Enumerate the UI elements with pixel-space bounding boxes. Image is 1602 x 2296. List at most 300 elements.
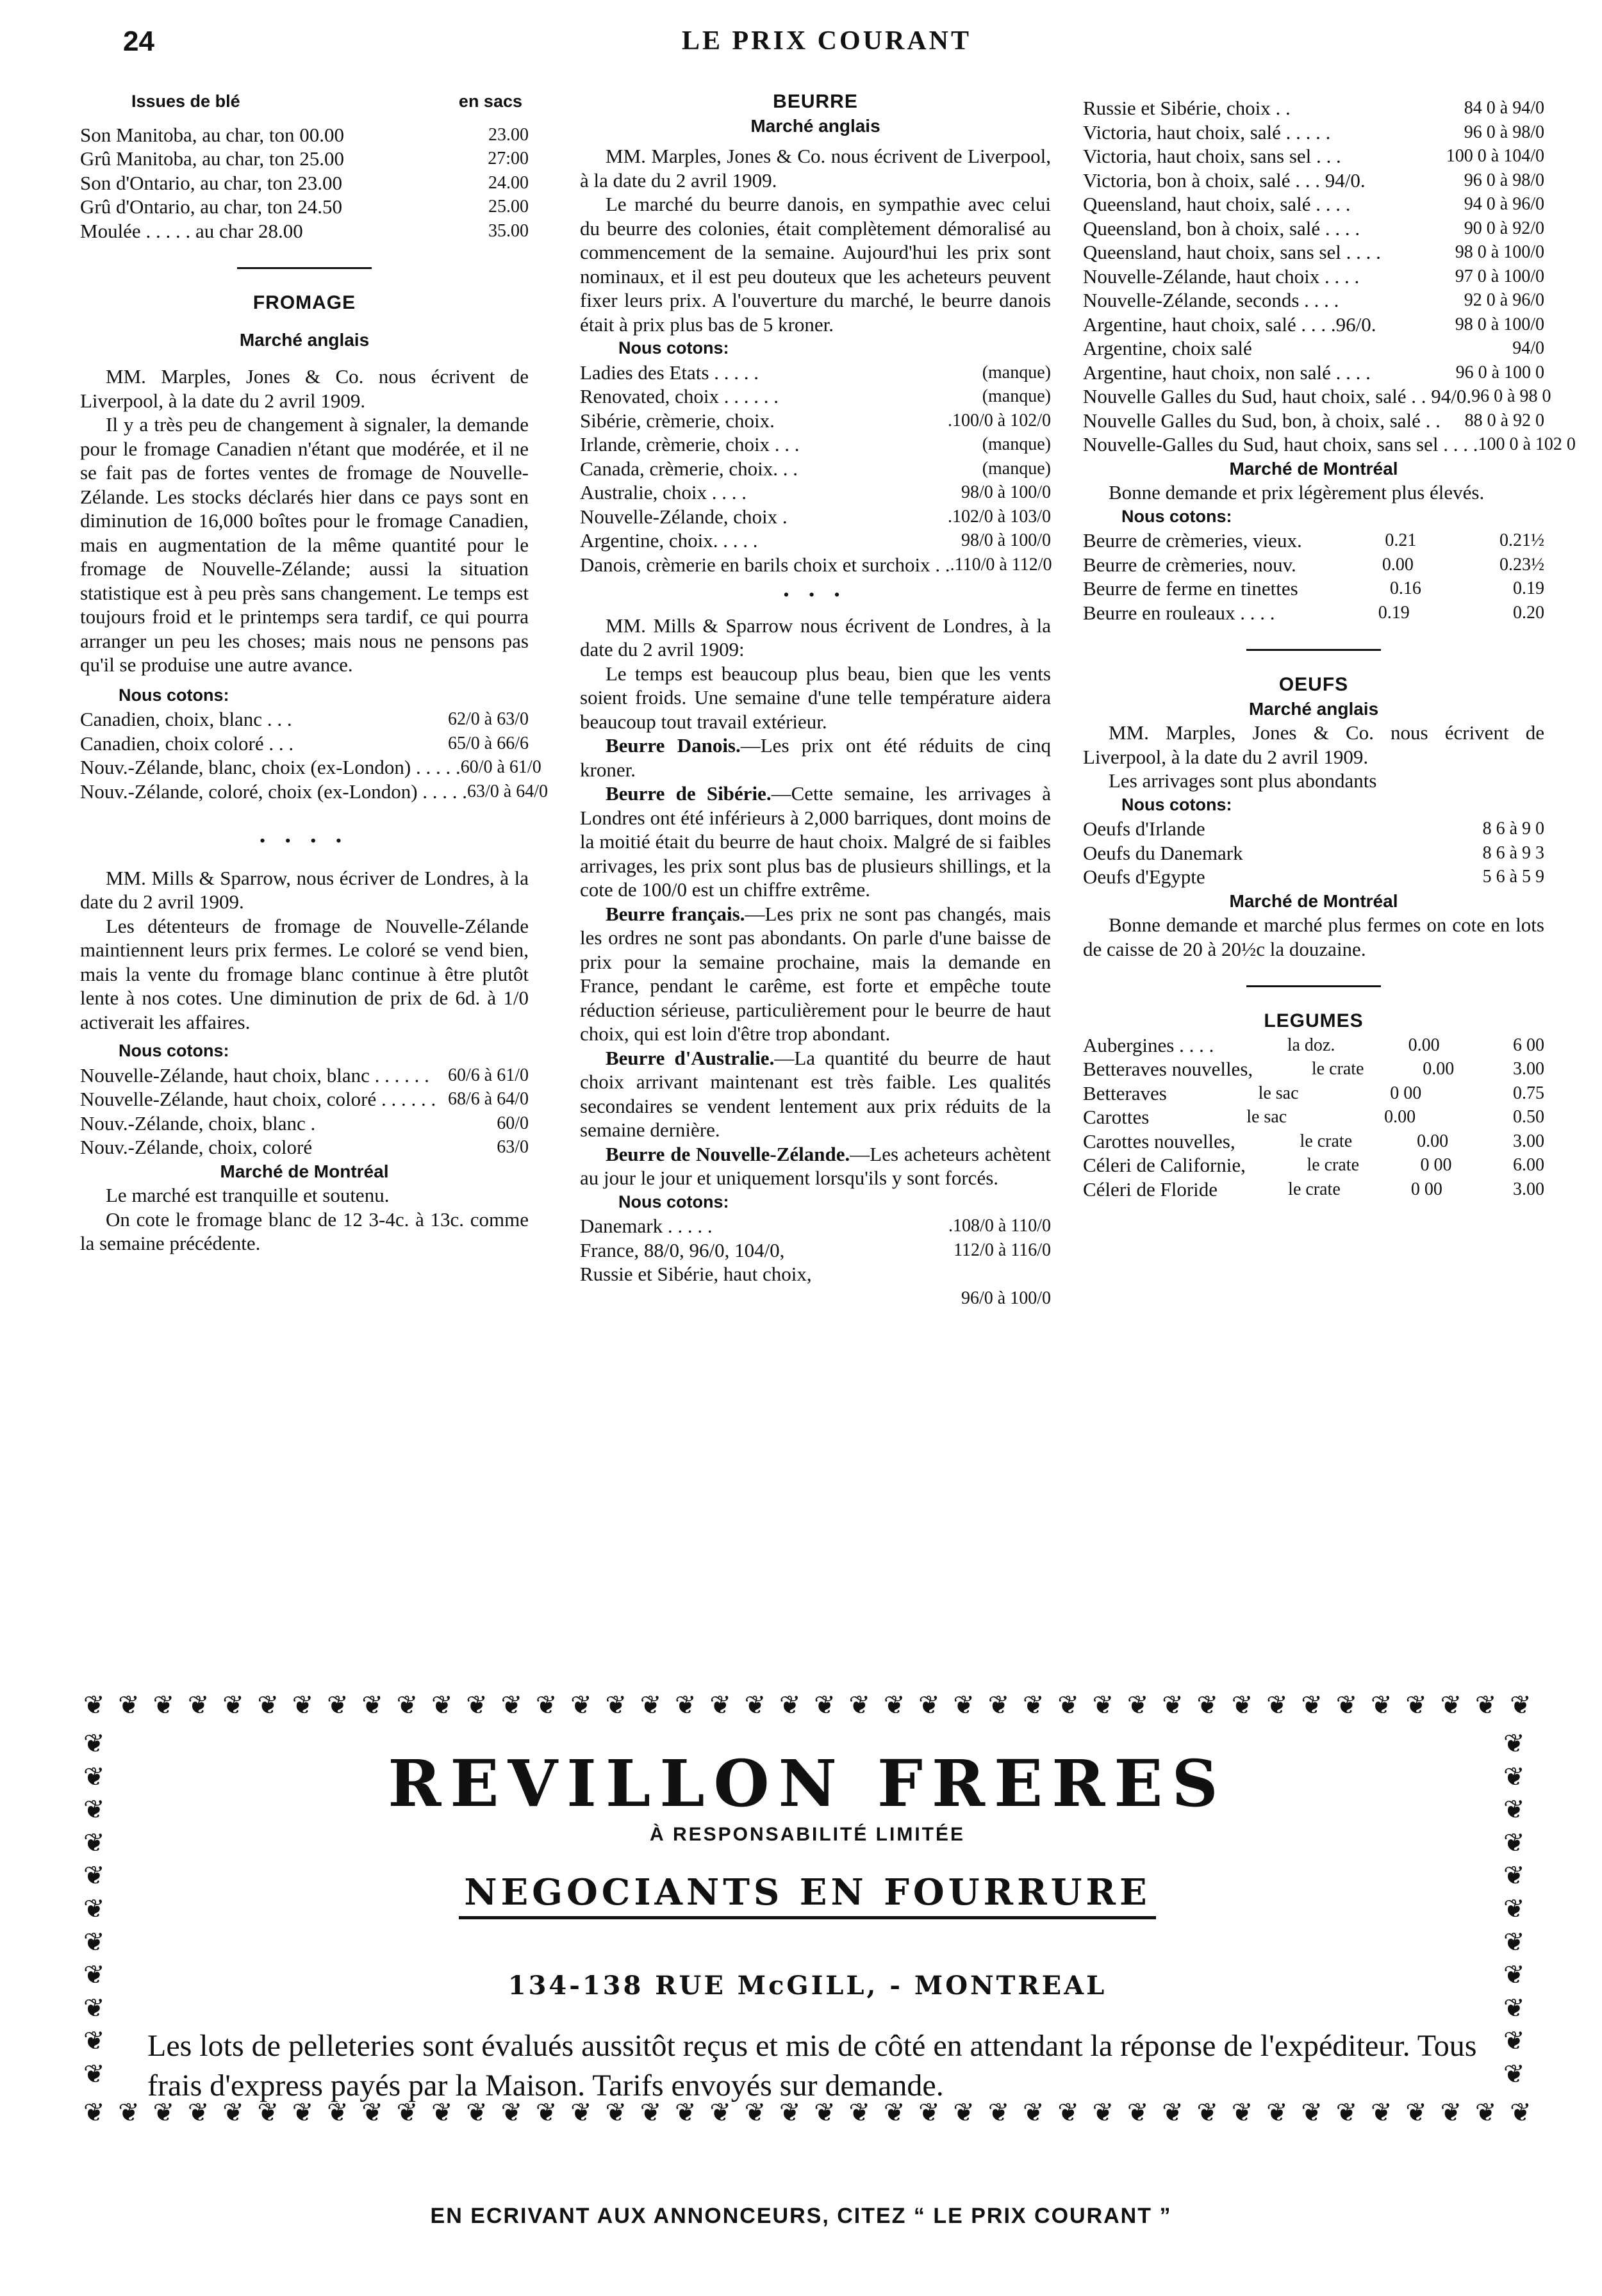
table-row: [1083, 192, 1544, 217]
row-value: le crate: [1311, 1059, 1364, 1079]
page-number: 24: [123, 26, 154, 57]
row-value: 0.23½: [1499, 554, 1544, 575]
ad-subtitle: À RESPONSABILITÉ LIMITÉE: [649, 1824, 966, 1845]
leaf-ornament-icon: ❦: [1266, 2098, 1288, 2127]
leaf-ornament-icon: ❦: [883, 1691, 905, 1719]
leaf-ornament-icon: ❦: [327, 1691, 349, 1719]
row-label: Moulée . . . . . au char 28.00: [80, 219, 303, 242]
leaf-ornament-icon: ❦: [83, 2098, 105, 2127]
leaf-ornament-icon: ❦: [605, 2098, 627, 2127]
row-value: 0.19: [1378, 602, 1410, 623]
row-value: 23.00: [488, 124, 529, 145]
paragraph-title: Beurre français.: [606, 902, 745, 925]
quotes-label: Nous cotons:: [1121, 794, 1232, 814]
section-heading-oeufs: OEUFS: [1278, 674, 1349, 695]
row-label: Victoria, bon à choix, salé . . . 94/0.: [1083, 168, 1366, 192]
leaf-ornament-icon: ❦: [848, 2098, 871, 2127]
row-label: Oeufs d'Irlande: [1083, 817, 1205, 840]
paragraph-title: Beurre d'Australie.: [606, 1046, 775, 1069]
table-row: [80, 780, 549, 804]
paragraph: Bonne demande et marché plus fermes on cote en lots de caisse de 20 à 20½c la douzaine.: [1083, 914, 1544, 960]
leaf-ornament-icon: ❦: [118, 2098, 140, 2127]
leaf-ornament-icon: ❦: [744, 2098, 766, 2127]
leaf-ornament-icon: ❦: [83, 1795, 105, 1824]
table-row: [580, 432, 1051, 457]
row-label: Nouvelle-Zélande, choix .: [580, 505, 788, 528]
leaf-ornament-icon: ❦: [466, 1691, 488, 1719]
table-row: [580, 409, 1051, 433]
paragraph: Il y a très peu de changement à signaler, la demande pour le fromage Canadien n'étant que modérée, et il ne se fait pas de fortes ventes de fromage de Nouvelle-Zélande. Les stocks déclarés hier dans ce pays sont en diminution de 16,000 boîtes pour le fromage Canadien, mais en augmentation de la même quantité pour le fromage de Nouvelle-Zélande; aussi la situation statistique est à peu près sans changement. Le temps est toujours froid et le printemps sera tardif, ce qui pourra arranger un peu les choses; mais nous ne pensons pas qu'il se produise une autre avance.: [80, 413, 529, 676]
row-value: 96 0 à 98/0: [1464, 122, 1544, 142]
issues-header: [80, 90, 529, 114]
leaf-ornament-icon: ❦: [1057, 2098, 1079, 2127]
table-row: [1083, 1105, 1544, 1129]
leaf-ornament-icon: ❦: [987, 1691, 1010, 1719]
leaf-ornament-icon: ❦: [1503, 2026, 1525, 2056]
market-heading: Marché de Montréal: [1229, 890, 1398, 911]
row-value: 0.00: [1408, 1035, 1440, 1055]
row-value: 0.00: [1417, 1131, 1449, 1151]
leaf-ornament-icon: ❦: [153, 2098, 175, 2127]
leaf-ornament-icon: ❦: [361, 1691, 383, 1719]
leaf-ornament-icon: ❦: [1127, 2098, 1149, 2127]
leaf-ornament-icon: ❦: [257, 1691, 279, 1719]
leaf-ornament-icon: ❦: [83, 1861, 105, 1890]
row-label: Argentine, haut choix, non salé . . . .: [1083, 361, 1371, 384]
paragraph: On cote le fromage blanc de 12 3-4c. à 13c. comme la semaine précédente.: [80, 1208, 529, 1254]
row-label: Beurre de crèmeries, vieux.: [1083, 529, 1302, 552]
row-label: Nouvelle-Zélande, haut choix . . . .: [1083, 265, 1360, 288]
market-heading: Marché anglais: [239, 329, 370, 350]
row-value: 92 0 à 96/0: [1464, 290, 1544, 310]
leaf-ornament-icon: ❦: [953, 2098, 975, 2127]
leaf-ornament-icon: ❦: [83, 1691, 105, 1719]
row-label: Australie, choix . . . .: [580, 481, 747, 504]
leaf-ornament-icon: ❦: [83, 1762, 105, 1791]
row-label: Nouv.-Zélande, blanc, choix (ex-London) . . . . .: [80, 756, 461, 778]
row-value: le crate: [1307, 1155, 1360, 1175]
row-label: Carottes: [1083, 1106, 1150, 1128]
row-label: Danemark . . . . .: [580, 1215, 713, 1237]
ad-text: Les lots de pelleteries sont évalués aussitôt reçus et mis de côté en attendant la réponse de l'expéditeur. Tous frais d'express payés par la Maison. Tarifs envoyés sur demande.: [147, 2029, 1477, 2103]
table-row: [1083, 313, 1544, 337]
row-label: Betteraves nouvelles,: [1083, 1058, 1253, 1080]
paragraph: [580, 902, 1051, 1046]
row-label: Oeufs du Danemark: [1083, 841, 1243, 864]
paragraph: [580, 1046, 1051, 1142]
row-label: Ladies des Etats . . . . .: [580, 361, 759, 384]
row-value: 25.00: [488, 197, 529, 217]
leaf-ornament-icon: ❦: [570, 2098, 592, 2127]
table-row: [580, 1238, 1051, 1263]
table-row: [1083, 409, 1544, 433]
row-label: Beurre en rouleaux . . . .: [1083, 601, 1275, 624]
table-row: [580, 529, 1051, 553]
paragraph: Bonne demande et prix légèrement plus élevés.: [1109, 481, 1485, 504]
row-label: Nouvelle Galles du Sud, haut choix, salé . . 94/0.: [1083, 385, 1472, 407]
row-value: 5 6 à 5 9: [1482, 867, 1544, 887]
paragraph-body: —Les prix ne sont pas changés, mais les ordres ne sont pas abondants. On parle d'une baisse de prix pour la semaine prochaine, mais la demande en France, pendant le carême, est forte et empêche toute réduction sérieuse, particulièrement pour le beurre de haut choix, qui est loin d'être trop abondant.: [580, 902, 1051, 1045]
table-row: [80, 1087, 529, 1111]
leaf-ornament-icon: ❦: [500, 1691, 523, 1719]
leaf-ornament-icon: ❦: [222, 2098, 244, 2127]
leaf-ornament-icon: ❦: [431, 1691, 453, 1719]
table-row: [80, 1135, 529, 1160]
advertisement: [135, 1746, 1480, 2106]
row-label: Nouvelle-Zélande, haut choix, blanc . . . . . .: [80, 1063, 429, 1086]
table-row: [1083, 144, 1544, 168]
table-row: [80, 732, 529, 756]
leaf-ornament-icon: ❦: [1370, 2098, 1392, 2127]
row-value: 0.00: [1423, 1059, 1455, 1079]
row-value: le sac: [1246, 1107, 1287, 1127]
paragraph: MM. Mills & Sparrow nous écrivent de Londres, à la date du 2 avril 1909:: [580, 614, 1051, 660]
table-row: [80, 195, 529, 219]
row-label: Argentine, choix. . . . .: [580, 529, 758, 552]
row-value: .110/0 à 112/0: [950, 554, 1052, 575]
ornament-right: [1503, 1730, 1532, 2088]
row-value: 96/0 à 100/0: [961, 1288, 1051, 1308]
leaf-ornament-icon: ❦: [1440, 2098, 1462, 2127]
table-row: [1083, 1057, 1544, 1081]
leaf-ornament-icon: ❦: [918, 2098, 940, 2127]
section-heading-fromage: FROMAGE: [252, 292, 356, 313]
leaf-ornament-icon: ❦: [327, 2098, 349, 2127]
leaf-ornament-icon: ❦: [1440, 1691, 1462, 1719]
paragraph-body: —Les prix ont été réduits de cinq kroner.: [580, 734, 1051, 781]
butter-table: [1083, 529, 1544, 625]
row-value: 63/0 à 64/0: [467, 781, 549, 801]
row-label: Nouvelle-Galles du Sud, haut choix, sans sel . . . .: [1083, 433, 1478, 455]
row-value: 98 0 à 100/0: [1455, 314, 1544, 334]
row-label: Aubergines . . . .: [1083, 1033, 1214, 1056]
paragraph-body: —Les acheteurs achètent au jour le jour et uniquement lorsqu'ils y sont forcés.: [580, 1142, 1051, 1189]
market-heading: Marché de Montréal: [1229, 458, 1398, 479]
leaf-ornament-icon: ❦: [535, 1691, 557, 1719]
row-value: 84 0 à 94/0: [1464, 98, 1544, 118]
row-label: Russie et Sibérie, choix . .: [1083, 97, 1291, 119]
table-row: [580, 361, 1051, 385]
table-row: [80, 171, 529, 195]
table-row: [1083, 865, 1544, 889]
leaf-ornament-icon: ❦: [118, 1691, 140, 1719]
quotes-label: Nous cotons:: [119, 685, 229, 705]
row-value: 96 0 à 100 0: [1455, 362, 1544, 382]
row-value: 0.16: [1389, 578, 1421, 598]
row-value: 8 6 à 9 0: [1482, 819, 1544, 839]
leaf-ornament-icon: ❦: [153, 1691, 175, 1719]
leaf-ornament-icon: ❦: [953, 1691, 975, 1719]
paragraph: MM. Mills & Sparrow, nous écriver de Londres, à la date du 2 avril 1909.: [80, 866, 529, 913]
table-row: [1083, 384, 1551, 409]
paragraph: [580, 782, 1051, 902]
table-row: [1083, 1129, 1544, 1154]
table-row: [580, 457, 1051, 481]
table-row: [1083, 817, 1544, 841]
paragraph: MM. Marples, Jones & Co. nous écrivent de Liverpool, à la date du 2 avril 1909.: [1083, 721, 1544, 768]
leaf-ornament-icon: ❦: [605, 1691, 627, 1719]
leaf-ornament-icon: ❦: [1503, 1960, 1525, 1990]
row-value: 60/6 à 61/0: [448, 1065, 529, 1085]
row-value: (manque): [982, 458, 1051, 479]
quotes-table: [580, 361, 1051, 577]
row-value: 0.75: [1513, 1083, 1544, 1103]
row-value: 98 0 à 100/0: [1455, 242, 1544, 262]
issues-unit: en sacs: [458, 92, 522, 111]
market-heading: Marché de Montréal: [220, 1161, 389, 1181]
table-row: [1083, 217, 1544, 241]
table-row: [580, 1262, 1051, 1286]
leaf-ornament-icon: ❦: [431, 2098, 453, 2127]
separator-stars: • • • •: [260, 832, 349, 850]
row-value: 6.00: [1512, 1155, 1544, 1175]
row-value: 90 0 à 92/0: [1464, 218, 1544, 238]
row-label: Carottes nouvelles,: [1083, 1129, 1235, 1152]
row-label: Grû Manitoba, au char, ton 25.00: [80, 147, 344, 170]
table-row: [1083, 1177, 1544, 1202]
row-value: 8 6 à 9 3: [1482, 842, 1544, 863]
row-label: Argentine, choix salé: [1083, 337, 1252, 359]
row-value: (manque): [982, 362, 1051, 382]
table-row: [1083, 288, 1544, 313]
leaf-ornament-icon: ❦: [570, 1691, 592, 1719]
ad-trade: NEGOCIANTS EN FOURRURE: [459, 1871, 1155, 1919]
leaf-ornament-icon: ❦: [1231, 2098, 1253, 2127]
leaf-ornament-icon: ❦: [1503, 1795, 1525, 1824]
row-value: 0 00: [1420, 1155, 1452, 1175]
paragraph: Le marché est tranquille et soutenu.: [106, 1184, 390, 1206]
leaf-ornament-icon: ❦: [1266, 1691, 1288, 1719]
table-row: [1083, 361, 1544, 385]
leaf-ornament-icon: ❦: [1231, 1691, 1253, 1719]
table-row: [580, 505, 1051, 529]
separator-stars: • • •: [783, 586, 848, 604]
row-label: Victoria, haut choix, salé . . . . .: [1083, 120, 1331, 144]
row-value: 24.00: [488, 172, 529, 193]
table-row: [1083, 1153, 1544, 1177]
table-row: [80, 123, 529, 147]
leaf-ornament-icon: ❦: [1301, 2098, 1323, 2127]
row-value: 0.21½: [1499, 530, 1544, 550]
leaf-ornament-icon: ❦: [1196, 1691, 1219, 1719]
table-row: [80, 219, 529, 243]
row-label: Beurre de crèmeries, nouv.: [1083, 553, 1296, 576]
row-value: 0 00: [1390, 1083, 1422, 1103]
paragraph: Le temps est beaucoup plus beau, bien que les vents soient froids. Une semaine d'une telle température aidera beaucoup tout travail extérieur.: [580, 662, 1051, 733]
paragraph-title: Beurre Danois.: [606, 734, 741, 757]
leaf-ornament-icon: ❦: [1503, 1762, 1525, 1791]
column-1: [80, 90, 549, 1256]
row-label: Argentine, haut choix, salé . . . .96/0.: [1083, 313, 1376, 336]
leaf-ornament-icon: ❦: [1092, 2098, 1114, 2127]
row-label: Danois, crèmerie en barils choix et surchoix . .: [580, 553, 950, 576]
row-value: 3.00: [1512, 1059, 1544, 1079]
table-row: [1083, 265, 1544, 289]
leaf-ornament-icon: ❦: [1510, 2098, 1532, 2127]
table-row: [580, 1214, 1051, 1238]
table-row: [1083, 1081, 1544, 1106]
leaf-ornament-icon: ❦: [1474, 1691, 1497, 1719]
leaf-ornament-icon: ❦: [1092, 1691, 1114, 1719]
ad-company-name: REVILLON FRERES: [388, 1746, 1227, 1821]
leaf-ornament-icon: ❦: [1335, 2098, 1358, 2127]
table-row: [1083, 240, 1544, 265]
quotes-table: [80, 1063, 529, 1160]
row-label: Irlande, crèmerie, choix . . .: [580, 433, 800, 455]
leaf-ornament-icon: ❦: [83, 1993, 105, 2022]
table-row: [80, 755, 541, 780]
leaf-ornament-icon: ❦: [83, 1960, 105, 1990]
leaf-ornament-icon: ❦: [83, 1927, 105, 1956]
table-row: [1083, 529, 1544, 553]
row-label: Grû d'Ontario, au char, ton 24.50: [80, 195, 342, 218]
table-row: [80, 707, 529, 732]
leaf-ornament-icon: ❦: [292, 1691, 314, 1719]
quotes-label: Nous cotons:: [119, 1041, 229, 1060]
ornament-left: [83, 1730, 111, 2088]
row-label: Nouv.-Zélande, choix, blanc .: [80, 1111, 316, 1135]
page-header: [115, 26, 1538, 58]
row-label: Queensland, bon à choix, salé . . . .: [1083, 217, 1360, 240]
leaf-ornament-icon: ❦: [257, 2098, 279, 2127]
table-row: [80, 1063, 529, 1088]
leaf-ornament-icon: ❦: [814, 1691, 836, 1719]
table-row: [1083, 96, 1544, 120]
row-value: (manque): [982, 434, 1051, 454]
leaf-ornament-icon: ❦: [466, 2098, 488, 2127]
table-row: [1083, 841, 1544, 865]
quotes-label: Nous cotons:: [618, 338, 729, 357]
leaf-ornament-icon: ❦: [1196, 2098, 1219, 2127]
leaf-ornament-icon: ❦: [1162, 1691, 1184, 1719]
row-label: Nouv.-Zélande, choix, coloré: [80, 1136, 313, 1158]
row-label: Renovated, choix . . . . . .: [580, 385, 779, 407]
leaf-ornament-icon: ❦: [1301, 1691, 1323, 1719]
leaf-ornament-icon: ❦: [1023, 1691, 1045, 1719]
row-value: 0.20: [1513, 602, 1544, 623]
leaf-ornament-icon: ❦: [1405, 1691, 1427, 1719]
table-row: [1083, 1033, 1544, 1058]
quotes-table: [1083, 96, 1576, 457]
row-label: Canadien, choix coloré . . .: [80, 732, 294, 755]
row-label: Sibérie, crèmerie, choix.: [580, 409, 775, 432]
row-label: Betteraves: [1083, 1081, 1167, 1104]
table-row: [1083, 601, 1544, 625]
leaf-ornament-icon: ❦: [675, 2098, 697, 2127]
row-label: Beurre de ferme en tinettes: [1083, 577, 1298, 600]
row-value: 35.00: [488, 220, 529, 241]
column-2: [580, 90, 1051, 1310]
paragraph: Le marché du beurre danois, en sympathie avec celui du beurre des colonies, était complètement démoralisé au commencement de la semaine. Aujourd'hui les prix sont nominaux, et il est peu douteux que les acheteurs peuvent fixer leurs prix. A l'ouverture du marché, le beurre danois était à prix plus bas de 5 kroner.: [580, 193, 1051, 336]
paragraph: MM. Marples, Jones & Co. nous écrivent de Liverpool, à la date du 2 avril 1909.: [80, 365, 529, 412]
row-value: 98/0 à 100/0: [961, 482, 1051, 502]
table-row: [580, 553, 1051, 577]
leaf-ornament-icon: ❦: [1510, 1691, 1532, 1719]
row-label: Nouvelle-Zélande, haut choix, coloré . . . . . .: [80, 1088, 436, 1110]
leaf-ornament-icon: ❦: [1057, 1691, 1079, 1719]
market-heading: Marché anglais: [1248, 698, 1379, 719]
row-label: Son Manitoba, au char, ton 00.00: [80, 123, 345, 146]
quotes-table: [80, 707, 549, 803]
row-value: 97 0 à 100/0: [1455, 266, 1544, 286]
quotes-table: [580, 1214, 1051, 1310]
leaf-ornament-icon: ❦: [1503, 1828, 1525, 1857]
table-row: [1083, 432, 1576, 457]
issues-table: [80, 123, 529, 243]
eggs-table: [1083, 817, 1544, 889]
paragraph-body: —La quantité du beurre de haut choix arrivant maintenant est très faible. Les qualités secondaires se vendent lentement aux prix réduits de la semaine dernière.: [580, 1046, 1051, 1141]
page-footer: EN ECRIVANT AUX ANNONCEURS, CITEZ “ LE PRIX COURANT ”: [430, 2204, 1172, 2228]
row-value: 65/0 à 66/6: [448, 733, 529, 753]
table-row: [80, 1111, 529, 1136]
paragraph-title: Beurre de Sibérie.: [606, 782, 772, 805]
table-row: [580, 480, 1051, 505]
table-row: [1083, 168, 1544, 193]
leaf-ornament-icon: ❦: [535, 2098, 557, 2127]
leaf-ornament-icon: ❦: [396, 2098, 418, 2127]
row-value: .100/0 à 102/0: [948, 410, 1051, 430]
leaf-ornament-icon: ❦: [1335, 1691, 1358, 1719]
row-value: 100 0 à 104/0: [1446, 146, 1544, 166]
row-value: 0 00: [1410, 1179, 1442, 1199]
row-label: Céleri de Floride: [1083, 1177, 1218, 1201]
row-value: le sac: [1258, 1083, 1299, 1103]
leaf-ornament-icon: ❦: [709, 2098, 731, 2127]
table-row: [580, 384, 1051, 409]
leaf-ornament-icon: ❦: [83, 2026, 105, 2056]
ornament-top: [83, 1691, 1532, 1719]
paragraph: [580, 734, 1051, 782]
row-value: le crate: [1288, 1179, 1341, 1199]
divider: [237, 267, 372, 269]
row-value: 98/0 à 100/0: [961, 530, 1051, 550]
leaf-ornament-icon: ❦: [1474, 2098, 1497, 2127]
row-value: .108/0 à 110/0: [948, 1216, 1051, 1236]
paragraph: Les arrivages sont plus abondants: [1109, 769, 1377, 792]
issues-title: Issues de blé: [131, 92, 240, 111]
leaf-ornament-icon: ❦: [987, 2098, 1010, 2127]
quotes-label: Nous cotons:: [1121, 506, 1232, 526]
row-value: 94 0 à 96/0: [1464, 194, 1544, 214]
row-label: Queensland, haut choix, sans sel . . . .: [1083, 241, 1381, 263]
leaf-ornament-icon: ❦: [83, 1729, 105, 1758]
leaf-ornament-icon: ❦: [744, 1691, 766, 1719]
section-heading-beurre: BEURRE: [773, 91, 858, 112]
leaf-ornament-icon: ❦: [1503, 1861, 1525, 1890]
leaf-ornament-icon: ❦: [187, 1691, 210, 1719]
row-value: 112/0 à 116/0: [954, 1240, 1051, 1260]
leaf-ornament-icon: ❦: [361, 2098, 383, 2127]
leaf-ornament-icon: ❦: [187, 2098, 210, 2127]
leaf-ornament-icon: ❦: [1503, 1729, 1525, 1758]
vegetables-table: [1083, 1033, 1544, 1202]
divider: [1246, 649, 1381, 651]
row-value: 62/0 à 63/0: [448, 709, 529, 729]
journal-title: LE PRIX COURANT: [681, 26, 972, 56]
row-value: 0.19: [1512, 578, 1544, 598]
leaf-ornament-icon: ❦: [1503, 2059, 1525, 2088]
table-row: [580, 1286, 1051, 1311]
leaf-ornament-icon: ❦: [848, 1691, 871, 1719]
row-value: 68/6 à 64/0: [448, 1089, 529, 1109]
row-value: 0.00: [1384, 1107, 1416, 1127]
leaf-ornament-icon: ❦: [709, 1691, 731, 1719]
leaf-ornament-icon: ❦: [222, 1691, 244, 1719]
table-row: [1083, 577, 1544, 601]
row-label: Victoria, haut choix, sans sel . . .: [1083, 145, 1341, 167]
row-value: 94/0: [1512, 338, 1544, 358]
divider: [1246, 985, 1381, 987]
